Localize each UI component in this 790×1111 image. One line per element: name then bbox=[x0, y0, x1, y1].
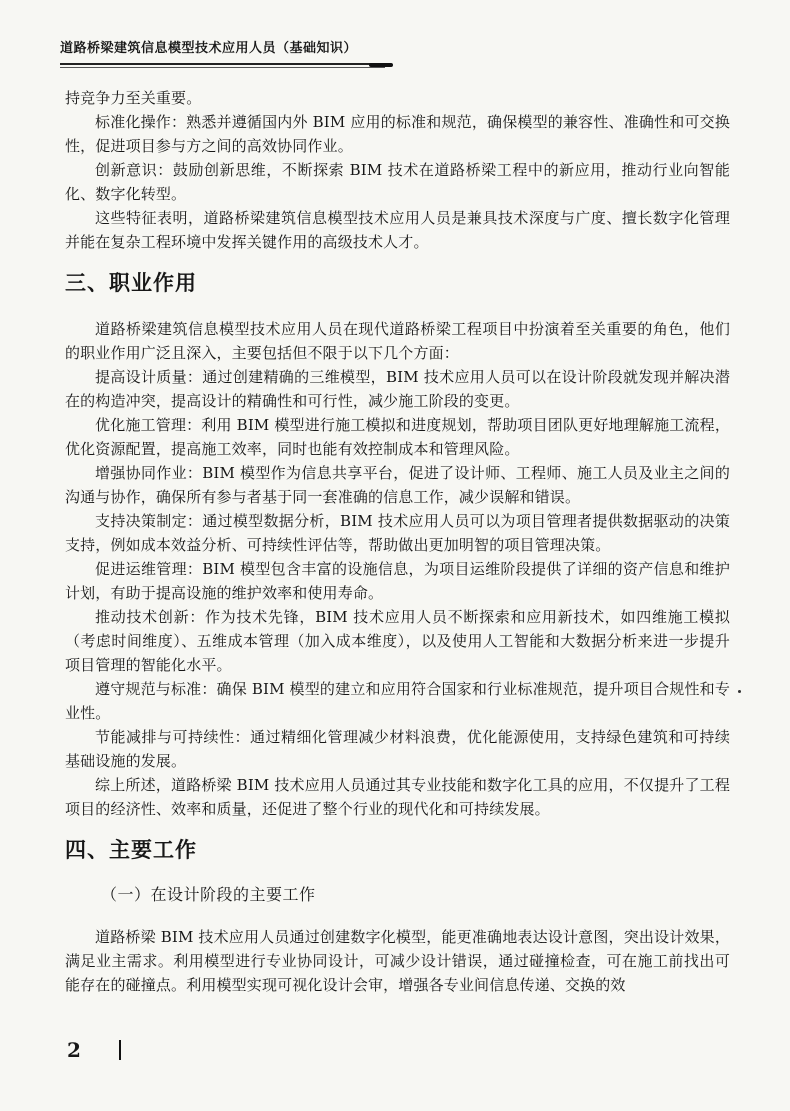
standardization-paragraph: 标准化操作：熟悉并遵循国内外 BIM 应用的标准和规范，确保模型的兼容性、准确性和可交换性，促进项目参与方之间的高效协同作业。 bbox=[65, 113, 730, 155]
construction-management-paragraph: 优化施工管理：利用 BIM 模型进行施工模拟和进度规划，帮助项目团队更好地理解施工流程，优化资源配置，提高施工效率，同时也能有效控制成本和管理风险。 bbox=[65, 416, 730, 458]
design-quality-paragraph: 提高设计质量：通过创建精确的三维模型，BIM 技术应用人员可以在设计阶段就发现并解决潜在的构造冲突，提高设计的精确性和可行性，减少施工阶段的变更。 bbox=[65, 368, 730, 410]
technology-innovation-paragraph: 推动技术创新：作为技术先锋，BIM 技术应用人员不断探索和应用新技术，如四维施工模拟（考虑时间维度）、五维成本管理（加入成本维度），以及使用人工智能和大数据分析来进一步提升项目管理的智能化水平。 bbox=[65, 608, 730, 674]
innovation-paragraph: 创新意识：鼓励创新思维，不断探索 BIM 技术在道路桥梁工程中的新应用，推动行业向智能化、数字化转型。 bbox=[65, 161, 730, 203]
standards-compliance-paragraph: 遵守规范与标准：确保 BIM 模型的建立和应用符合国家和行业标准规范，提升项目合规性和专业性。 bbox=[65, 680, 730, 722]
section-heading-main-work: 四、主要工作 bbox=[65, 838, 197, 862]
subsection-heading-design-stage: （一）在设计阶段的主要工作 bbox=[101, 885, 316, 904]
role-intro-paragraph: 道路桥梁建筑信息模型技术应用人员在现代道路桥梁工程项目中扮演着至关重要的角色，他们的职业作用广泛且深入，主要包括但不限于以下几个方面： bbox=[65, 320, 730, 362]
section-heading-professional-role: 三、职业作用 bbox=[65, 271, 197, 295]
page-number-rule bbox=[119, 1040, 121, 1060]
decision-support-paragraph: 支持决策制定：通过模型数据分析，BIM 技术应用人员可以为项目管理者提供数据驱动的决策支持，例如成本效益分析、可持续性评估等，帮助做出更加明智的项目管理决策。 bbox=[65, 512, 730, 554]
design-stage-paragraph: 道路桥梁 BIM 技术应用人员通过创建数字化模型，能更准确地表达设计意图，突出设计效果，满足业主需求。利用模型进行专业协同设计，可减少设计错误，通过碰撞检查，可在施工前找出可能存在的碰撞点。利用模型实现可视化设计会审，增强各专业间信息传递、交换的效 bbox=[65, 928, 730, 994]
operations-maintenance-paragraph: 促进运维管理：BIM 模型包含丰富的设施信息，为项目运维阶段提供了详细的资产信息和维护计划，有助于提高设施的维护效率和使用寿命。 bbox=[65, 560, 730, 602]
role-summary-paragraph: 综上所述，道路桥梁 BIM 技术应用人员通过其专业技能和数字化工具的应用，不仅提升了工程项目的经济性、效率和质量，还促进了整个行业的现代化和可持续发展。 bbox=[65, 776, 730, 818]
running-header-title: 道路桥梁建筑信息模型技术应用人员（基础知识） bbox=[60, 41, 358, 56]
page-number: 2 bbox=[67, 1038, 81, 1062]
continued-paragraph: 持竞争力至关重要。 bbox=[65, 89, 202, 107]
collaboration-paragraph: 增强协同作业：BIM 模型作为信息共享平台，促进了设计师、工程师、施工人员及业主之间的沟通与协作，确保所有参与者基于同一套准确的信息工作，减少误解和错误。 bbox=[65, 464, 730, 506]
summary-paragraph: 这些特征表明，道路桥梁建筑信息模型技术应用人员是兼具技术深度与广度、擅长数字化管理并能在复杂工程环境中发挥关键作用的高级技术人才。 bbox=[65, 209, 730, 251]
scan-mark bbox=[738, 690, 741, 693]
sustainability-paragraph: 节能减排与可持续性：通过精细化管理减少材料浪费，优化能源使用，支持绿色建筑和可持续基础设施的发展。 bbox=[65, 728, 730, 770]
page-body bbox=[65, 86, 730, 997]
header-rule bbox=[60, 63, 385, 68]
